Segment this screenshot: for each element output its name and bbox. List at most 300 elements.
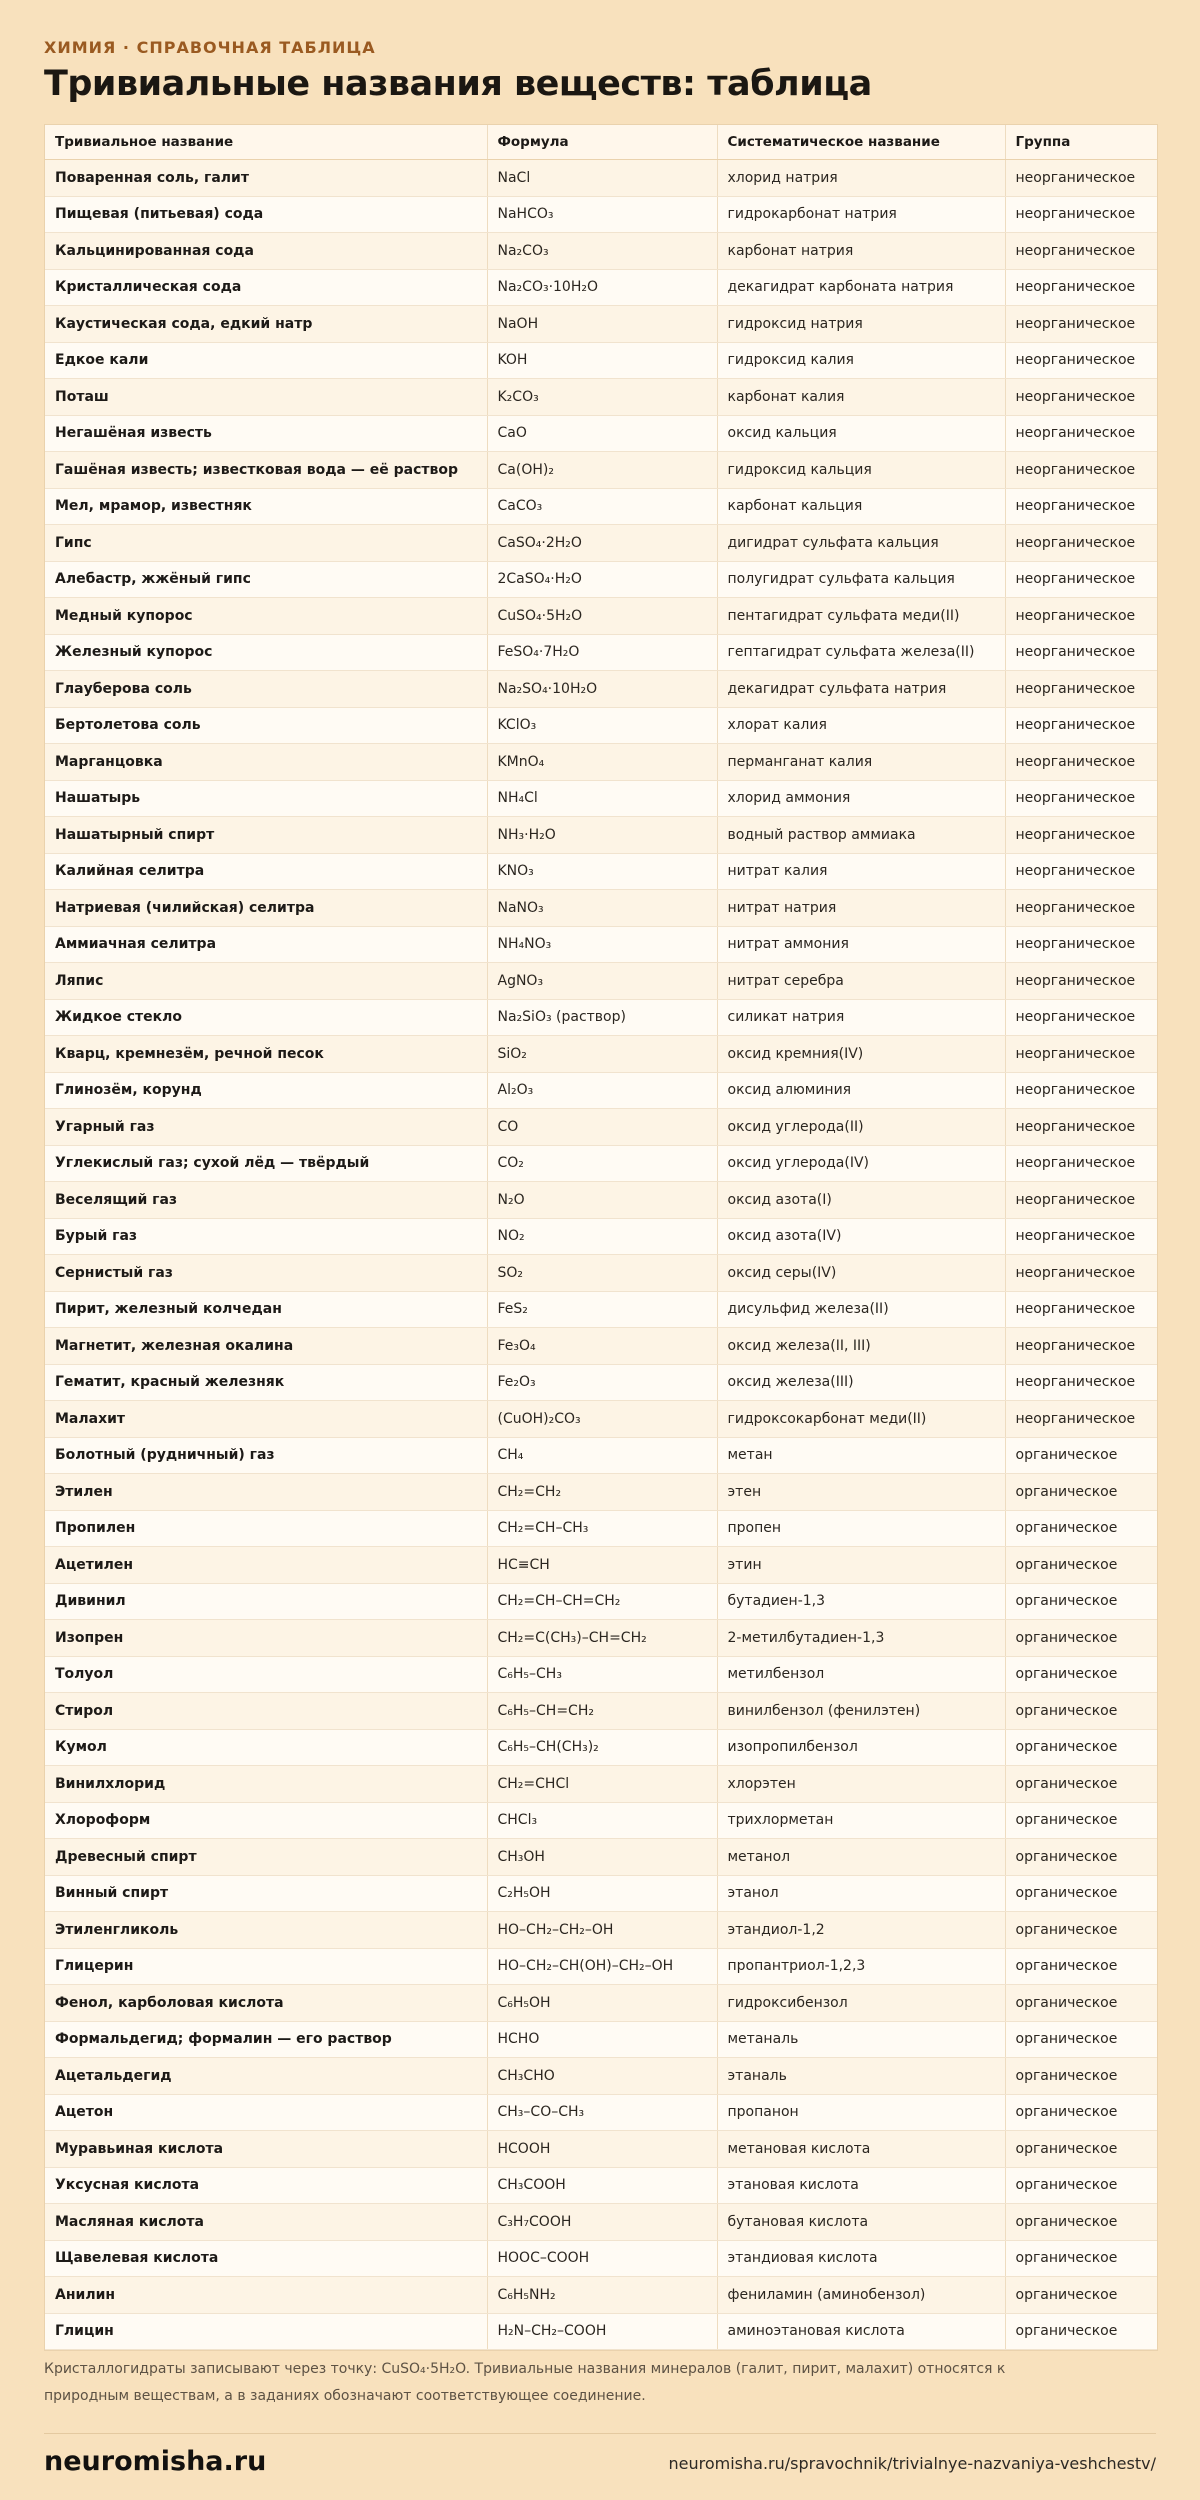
table-row [45,1291,1157,1328]
formula-cell: CaO [487,415,717,452]
table-row [45,780,1157,817]
trivial-name-cell: Негашёная известь [45,415,487,452]
formula-cell: CaCO₃ [487,488,717,525]
group-cell: неорганическое [1005,671,1157,708]
systematic-name-cell: этанол [717,1875,1005,1912]
table-row [45,2313,1157,2350]
group-cell: неорганическое [1005,1109,1157,1146]
table-row [45,1255,1157,1292]
table-row [45,2167,1157,2204]
table-row [45,2131,1157,2168]
group-cell: органическое [1005,1437,1157,1474]
trivial-name-cell: Аммиачная селитра [45,926,487,963]
group-cell: неорганическое [1005,415,1157,452]
trivial-name-cell: Кальцинированная сода [45,233,487,270]
table-row [45,233,1157,270]
table-row [45,1656,1157,1693]
group-cell: неорганическое [1005,1364,1157,1401]
table-row [45,1875,1157,1912]
formula-cell: CH₃OH [487,1839,717,1876]
group-cell: органическое [1005,1875,1157,1912]
table-row [45,671,1157,708]
table-row [45,1364,1157,1401]
systematic-name-cell: карбонат калия [717,379,1005,416]
table-row [45,890,1157,927]
trivial-name-cell: Винилхлорид [45,1766,487,1803]
table-row [45,1547,1157,1584]
systematic-name-cell: гидроксид натрия [717,306,1005,343]
trivial-name-cell: Кумол [45,1729,487,1766]
formula-cell: HC≡CH [487,1547,717,1584]
group-cell: неорганическое [1005,963,1157,1000]
trivial-name-cell: Пропилен [45,1510,487,1547]
trivial-name-cell: Пищевая (питьевая) сода [45,196,487,233]
group-cell: неорганическое [1005,488,1157,525]
systematic-name-cell: карбонат кальция [717,488,1005,525]
systematic-name-cell: метанол [717,1839,1005,1876]
trivial-name-cell: Калийная селитра [45,853,487,890]
trivial-name-cell: Бурый газ [45,1218,487,1255]
systematic-name-cell: оксид алюминия [717,1072,1005,1109]
systematic-name-cell: полугидрат сульфата кальция [717,561,1005,598]
group-cell: неорганическое [1005,853,1157,890]
group-cell: неорганическое [1005,999,1157,1036]
trivial-name-cell: Ацетилен [45,1547,487,1584]
table-header-row [45,125,1157,160]
systematic-name-cell: оксид углерода(II) [717,1109,1005,1146]
table-row [45,525,1157,562]
formula-cell: NaOH [487,306,717,343]
group-cell: неорганическое [1005,306,1157,343]
group-cell: органическое [1005,1985,1157,2022]
systematic-name-cell: хлорид аммония [717,780,1005,817]
table-row [45,1510,1157,1547]
formula-cell: HO–CH₂–CH(OH)–CH₂–OH [487,1948,717,1985]
formula-cell: Na₂SO₄·10H₂O [487,671,717,708]
formula-cell: HO–CH₂–CH₂–OH [487,1912,717,1949]
systematic-name-cell: нитрат калия [717,853,1005,890]
trivial-name-cell: Мел, мрамор, известняк [45,488,487,525]
table-row [45,1072,1157,1109]
formula-cell: HCOOH [487,2131,717,2168]
systematic-name-cell: трихлорметан [717,1802,1005,1839]
systematic-name-cell: фениламин (аминобензол) [717,2277,1005,2314]
group-cell: неорганическое [1005,598,1157,635]
systematic-name-cell: этандиол-1,2 [717,1912,1005,1949]
trivial-name-cell: Марганцовка [45,744,487,781]
trivial-name-cell: Каустическая сода, едкий натр [45,306,487,343]
table-row [45,1985,1157,2022]
formula-cell: CH₂=C(CH₃)–CH=CH₂ [487,1620,717,1657]
group-cell: неорганическое [1005,342,1157,379]
systematic-name-cell: этановая кислота [717,2167,1005,2204]
systematic-name-cell: хлорэтен [717,1766,1005,1803]
group-cell: неорганическое [1005,525,1157,562]
trivial-name-cell: Натриевая (чилийская) селитра [45,890,487,927]
group-cell: неорганическое [1005,926,1157,963]
table-row [45,2021,1157,2058]
formula-cell: CH₃–CO–CH₃ [487,2094,717,2131]
table-row [45,2277,1157,2314]
formula-cell: CH₃CHO [487,2058,717,2095]
systematic-name-cell: пропанон [717,2094,1005,2131]
trivial-name-cell: Масляная кислота [45,2204,487,2241]
systematic-name-cell: дигидрат сульфата кальция [717,525,1005,562]
trivial-name-cell: Железный купорос [45,634,487,671]
systematic-name-cell: гидроксибензол [717,1985,1005,2022]
formula-cell: CH₂=CH–CH=CH₂ [487,1583,717,1620]
table-row [45,1474,1157,1511]
systematic-name-cell: метан [717,1437,1005,1474]
group-cell: неорганическое [1005,707,1157,744]
table-row [45,452,1157,489]
systematic-name-cell: пропен [717,1510,1005,1547]
systematic-name-cell: хлорат калия [717,707,1005,744]
systematic-name-cell: пропантриол-1,2,3 [717,1948,1005,1985]
systematic-name-cell: хлорид натрия [717,160,1005,197]
table-row [45,926,1157,963]
systematic-name-cell: этаналь [717,2058,1005,2095]
footer-divider [44,2433,1156,2434]
column-header-trivial-name: Тривиальное название [45,125,487,160]
formula-cell: CH₂=CH–CH₃ [487,1510,717,1547]
trivial-name-cell: Этилен [45,1474,487,1511]
group-cell: органическое [1005,1693,1157,1730]
group-cell: неорганическое [1005,1401,1157,1438]
systematic-name-cell: бутадиен-1,3 [717,1583,1005,1620]
formula-cell: KMnO₄ [487,744,717,781]
reference-table-container [44,124,1158,2351]
formula-cell: C₆H₅–CH₃ [487,1656,717,1693]
systematic-name-cell: оксид углерода(IV) [717,1145,1005,1182]
systematic-name-cell: оксид железа(III) [717,1364,1005,1401]
trivial-name-cell: Нашатырь [45,780,487,817]
page-title: Тривиальные названия веществ: таблица [44,64,872,104]
group-cell: органическое [1005,1474,1157,1511]
trivial-name-cell: Уксусная кислота [45,2167,487,2204]
table-row [45,1802,1157,1839]
table-row [45,1620,1157,1657]
systematic-name-cell: оксид кремния(IV) [717,1036,1005,1073]
group-cell: органическое [1005,1583,1157,1620]
systematic-name-cell: декагидрат сульфата натрия [717,671,1005,708]
group-cell: неорганическое [1005,233,1157,270]
formula-cell: HCHO [487,2021,717,2058]
group-cell: органическое [1005,1510,1157,1547]
trivial-name-cell: Глицин [45,2313,487,2350]
table-row [45,306,1157,343]
table-row [45,379,1157,416]
formula-cell: CH₂=CH₂ [487,1474,717,1511]
table-row [45,1839,1157,1876]
formula-cell: CH₂=CHCl [487,1766,717,1803]
formula-cell: KClO₃ [487,707,717,744]
trivial-name-cell: Гашёная известь; известковая вода — её раствор [45,452,487,489]
formula-cell: NH₃·H₂O [487,817,717,854]
formula-cell: C₆H₅NH₂ [487,2277,717,2314]
formula-cell: CO₂ [487,1145,717,1182]
formula-cell: Na₂CO₃·10H₂O [487,269,717,306]
group-cell: органическое [1005,1620,1157,1657]
systematic-name-cell: 2-метилбутадиен-1,3 [717,1620,1005,1657]
systematic-name-cell: дисульфид железа(II) [717,1291,1005,1328]
trivial-name-cell: Древесный спирт [45,1839,487,1876]
trivial-name-cell: Бертолетова соль [45,707,487,744]
reference-table [45,125,1157,2350]
group-cell: органическое [1005,1912,1157,1949]
table-row [45,1182,1157,1219]
table-row [45,1583,1157,1620]
group-cell: органическое [1005,2313,1157,2350]
formula-cell: KNO₃ [487,853,717,890]
group-cell: органическое [1005,2021,1157,2058]
systematic-name-cell: аминоэтановая кислота [717,2313,1005,2350]
group-cell: неорганическое [1005,890,1157,927]
systematic-name-cell: винилбензол (фенилэтен) [717,1693,1005,1730]
table-row [45,269,1157,306]
formula-cell: N₂O [487,1182,717,1219]
trivial-name-cell: Изопрен [45,1620,487,1657]
trivial-name-cell: Анилин [45,2277,487,2314]
group-cell: органическое [1005,2131,1157,2168]
table-row [45,2058,1157,2095]
table-row [45,634,1157,671]
formula-cell: K₂CO₃ [487,379,717,416]
trivial-name-cell: Гипс [45,525,487,562]
formula-cell: Fe₂O₃ [487,1364,717,1401]
formula-cell: CuSO₄·5H₂O [487,598,717,635]
footnote: Кристаллогидраты записывают через точку: CuSO₄·5H₂O. Тривиальные названия минералов (галит, пирит, малахит) относятся к природным веществам, а в заданиях обозначают соответствующее соединение. [44,2361,1006,2404]
formula-cell: CHCl₃ [487,1802,717,1839]
trivial-name-cell: Поташ [45,379,487,416]
systematic-name-cell: гидрокарбонат натрия [717,196,1005,233]
group-cell: неорганическое [1005,1255,1157,1292]
table-row [45,707,1157,744]
trivial-name-cell: Кварц, кремнезём, речной песок [45,1036,487,1073]
trivial-name-cell: Алебастр, жжёный гипс [45,561,487,598]
formula-cell: Na₂SiO₃ (раствор) [487,999,717,1036]
formula-cell: (CuOH)₂CO₃ [487,1401,717,1438]
page-url[interactable]: neuromisha.ru/spravochnik/trivialnye-nazvaniya-veshchestv/ [668,2454,1156,2473]
table-row [45,1145,1157,1182]
group-cell: органическое [1005,1656,1157,1693]
table-body [45,160,1157,2350]
group-cell: неорганическое [1005,1328,1157,1365]
group-cell: органическое [1005,2240,1157,2277]
formula-cell: FeS₂ [487,1291,717,1328]
trivial-name-cell: Нашатырный спирт [45,817,487,854]
table-row [45,1036,1157,1073]
table-row [45,488,1157,525]
group-cell: неорганическое [1005,1072,1157,1109]
table-row [45,744,1157,781]
group-cell: органическое [1005,1729,1157,1766]
formula-cell: C₆H₅–CH=CH₂ [487,1693,717,1730]
group-cell: неорганическое [1005,744,1157,781]
systematic-name-cell: гидроксокарбонат меди(II) [717,1401,1005,1438]
formula-cell: CH₃COOH [487,2167,717,2204]
group-cell: органическое [1005,2058,1157,2095]
systematic-name-cell: оксид азота(I) [717,1182,1005,1219]
formula-cell: CH₄ [487,1437,717,1474]
group-cell: неорганическое [1005,634,1157,671]
table-row [45,1693,1157,1730]
trivial-name-cell: Кристаллическая сода [45,269,487,306]
formula-cell: NH₄Cl [487,780,717,817]
table-row [45,1437,1157,1474]
systematic-name-cell: гидроксид калия [717,342,1005,379]
formula-cell: NH₄NO₃ [487,926,717,963]
group-cell: неорганическое [1005,269,1157,306]
column-header-group: Группа [1005,125,1157,160]
group-cell: неорганическое [1005,561,1157,598]
group-cell: неорганическое [1005,1291,1157,1328]
group-cell: органическое [1005,1948,1157,1985]
formula-cell: SiO₂ [487,1036,717,1073]
table-row [45,1401,1157,1438]
formula-cell: Ca(OH)₂ [487,452,717,489]
trivial-name-cell: Поваренная соль, галит [45,160,487,197]
formula-cell: C₃H₇COOH [487,2204,717,2241]
table-row [45,1729,1157,1766]
group-cell: неорганическое [1005,1182,1157,1219]
systematic-name-cell: карбонат натрия [717,233,1005,270]
group-cell: неорганическое [1005,780,1157,817]
systematic-name-cell: изопропилбензол [717,1729,1005,1766]
systematic-name-cell: этандиовая кислота [717,2240,1005,2277]
formula-cell: NaNO₃ [487,890,717,927]
formula-cell: NaCl [487,160,717,197]
trivial-name-cell: Ляпис [45,963,487,1000]
trivial-name-cell: Винный спирт [45,1875,487,1912]
systematic-name-cell: метаналь [717,2021,1005,2058]
trivial-name-cell: Дивинил [45,1583,487,1620]
table-row [45,817,1157,854]
systematic-name-cell: оксид кальция [717,415,1005,452]
systematic-name-cell: бутановая кислота [717,2204,1005,2241]
table-row [45,1948,1157,1985]
formula-cell: C₂H₅OH [487,1875,717,1912]
table-row [45,2204,1157,2241]
systematic-name-cell: нитрат аммония [717,926,1005,963]
formula-cell: Al₂O₃ [487,1072,717,1109]
table-row [45,196,1157,233]
column-header-systematic-name: Систематическое название [717,125,1005,160]
systematic-name-cell: этин [717,1547,1005,1584]
trivial-name-cell: Медный купорос [45,598,487,635]
column-header-formula: Формула [487,125,717,160]
systematic-name-cell: оксид железа(II, III) [717,1328,1005,1365]
kicker: ХИМИЯ · СПРАВОЧНАЯ ТАБЛИЦА [44,38,376,57]
trivial-name-cell: Жидкое стекло [45,999,487,1036]
table-row [45,853,1157,890]
table-row [45,2094,1157,2131]
systematic-name-cell: этен [717,1474,1005,1511]
table-row [45,2240,1157,2277]
group-cell: органическое [1005,1839,1157,1876]
trivial-name-cell: Угарный газ [45,1109,487,1146]
formula-cell: SO₂ [487,1255,717,1292]
formula-cell: H₂N–CH₂–COOH [487,2313,717,2350]
trivial-name-cell: Веселящий газ [45,1182,487,1219]
trivial-name-cell: Едкое кали [45,342,487,379]
formula-cell: HOOC–COOH [487,2240,717,2277]
trivial-name-cell: Сернистый газ [45,1255,487,1292]
systematic-name-cell: водный раствор аммиака [717,817,1005,854]
trivial-name-cell: Формальдегид; формалин — его раствор [45,2021,487,2058]
group-cell: органическое [1005,1766,1157,1803]
table-row [45,415,1157,452]
trivial-name-cell: Муравьиная кислота [45,2131,487,2168]
trivial-name-cell: Ацетон [45,2094,487,2131]
trivial-name-cell: Стирол [45,1693,487,1730]
trivial-name-cell: Глицерин [45,1948,487,1985]
formula-cell: CO [487,1109,717,1146]
systematic-name-cell: нитрат серебра [717,963,1005,1000]
formula-cell: Fe₃O₄ [487,1328,717,1365]
systematic-name-cell: гептагидрат сульфата железа(II) [717,634,1005,671]
trivial-name-cell: Хлороформ [45,1802,487,1839]
group-cell: органическое [1005,1802,1157,1839]
trivial-name-cell: Болотный (рудничный) газ [45,1437,487,1474]
table-row [45,160,1157,197]
systematic-name-cell: метилбензол [717,1656,1005,1693]
systematic-name-cell: оксид серы(IV) [717,1255,1005,1292]
trivial-name-cell: Ацетальдегид [45,2058,487,2095]
formula-cell: 2CaSO₄·H₂O [487,561,717,598]
trivial-name-cell: Глауберова соль [45,671,487,708]
group-cell: неорганическое [1005,452,1157,489]
table-row [45,963,1157,1000]
table-row [45,1328,1157,1365]
table-row [45,999,1157,1036]
trivial-name-cell: Глинозём, корунд [45,1072,487,1109]
group-cell: органическое [1005,1547,1157,1584]
group-cell: неорганическое [1005,1145,1157,1182]
group-cell: неорганическое [1005,1036,1157,1073]
formula-cell: C₆H₅–CH(CH₃)₂ [487,1729,717,1766]
formula-cell: FeSO₄·7H₂O [487,634,717,671]
group-cell: органическое [1005,2167,1157,2204]
table-row [45,1109,1157,1146]
trivial-name-cell: Этиленгликоль [45,1912,487,1949]
group-cell: органическое [1005,2204,1157,2241]
group-cell: неорганическое [1005,196,1157,233]
trivial-name-cell: Пирит, железный колчедан [45,1291,487,1328]
group-cell: неорганическое [1005,379,1157,416]
formula-cell: CaSO₄·2H₂O [487,525,717,562]
formula-cell: C₆H₅OH [487,1985,717,2022]
systematic-name-cell: оксид азота(IV) [717,1218,1005,1255]
table-row [45,561,1157,598]
table-row [45,342,1157,379]
systematic-name-cell: перманганат калия [717,744,1005,781]
formula-cell: AgNO₃ [487,963,717,1000]
systematic-name-cell: силикат натрия [717,999,1005,1036]
table-row [45,1218,1157,1255]
group-cell: неорганическое [1005,1218,1157,1255]
formula-cell: Na₂CO₃ [487,233,717,270]
formula-cell: NO₂ [487,1218,717,1255]
trivial-name-cell: Гематит, красный железняк [45,1364,487,1401]
trivial-name-cell: Щавелевая кислота [45,2240,487,2277]
group-cell: неорганическое [1005,817,1157,854]
group-cell: неорганическое [1005,160,1157,197]
trivial-name-cell: Толуол [45,1656,487,1693]
table-row [45,598,1157,635]
systematic-name-cell: декагидрат карбоната натрия [717,269,1005,306]
site-logo[interactable]: neuromisha.ru [44,2446,267,2477]
